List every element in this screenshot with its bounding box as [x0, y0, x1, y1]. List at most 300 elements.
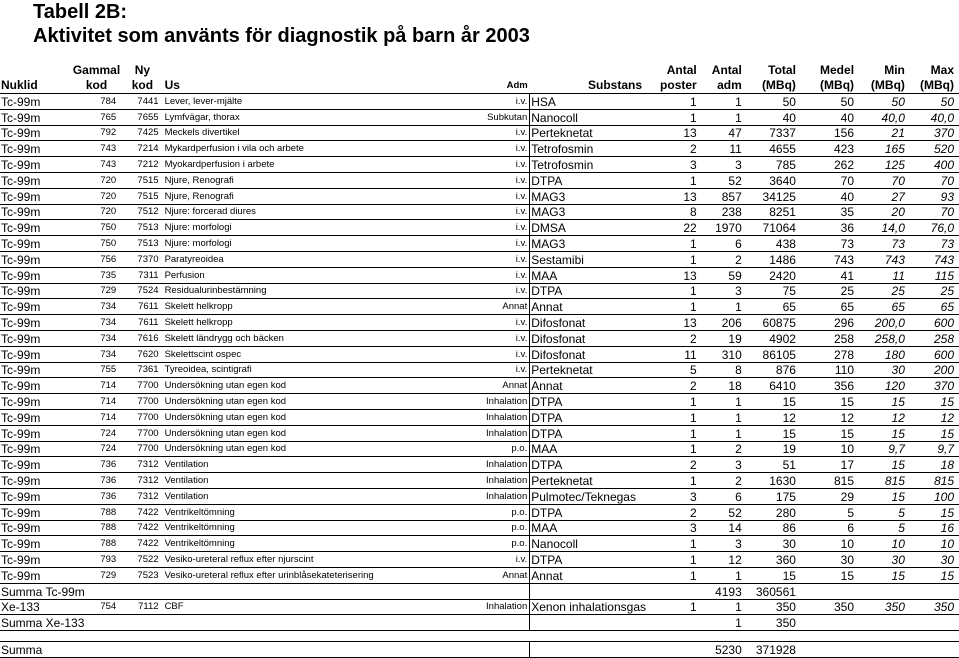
cell-min: 20 [859, 204, 910, 220]
cell-us: Skelett helkropp [164, 315, 485, 331]
cell-antal-adm: 12 [702, 552, 747, 568]
table-row [0, 157, 959, 173]
cell-ny-kod: 7311 [121, 267, 163, 283]
header-min: (MBq) [859, 78, 910, 94]
header-nuklid-1 [0, 63, 72, 78]
table-row [0, 251, 959, 267]
cell-substans: Xenon inhalationsgas [531, 600, 646, 615]
cell-antal-adm: 3 [702, 457, 747, 473]
cell-nuklid: Tc-99m [0, 125, 72, 141]
cell-medel: 30 [801, 552, 859, 568]
cell-total: 12 [747, 409, 801, 425]
cell-ny-kod: 7700 [121, 394, 163, 410]
cell-ny-kod: 7422 [121, 520, 163, 536]
cell-nuklid: Tc-99m [0, 504, 72, 520]
summary-label: Summa Xe-133 [0, 615, 530, 631]
page-title: Tabell 2B: [33, 1, 128, 23]
cell-ny-kod: 7522 [121, 552, 163, 568]
table-row [0, 330, 959, 346]
cell-max: 12 [910, 409, 959, 425]
cell-total: 4655 [747, 141, 801, 157]
header-antal-adm: adm [702, 78, 747, 94]
table-row [0, 141, 959, 157]
cell-max: 15 [910, 425, 959, 441]
cell-total: 15 [747, 394, 801, 410]
cell-max: 25 [910, 283, 959, 299]
cell-ny-kod: 7655 [121, 109, 163, 125]
cell-us: Ventrikeltömning [164, 536, 485, 552]
cell-antal-adm: 47 [702, 125, 747, 141]
cell-gammal-kod: 724 [72, 441, 121, 457]
cell-max: 65 [910, 299, 959, 315]
cell-gammal-kod: 788 [72, 536, 121, 552]
cell-substans: DTPA [530, 425, 647, 441]
summary-row-total [0, 642, 959, 658]
cell-antal-adm: 1 [702, 394, 747, 410]
cell-min: 350 [859, 599, 910, 615]
header-ny-1: Ny [134, 63, 151, 77]
cell-nuklid: Tc-99m [0, 141, 72, 157]
cell-us: Residualurinbestämning [164, 283, 485, 299]
cell-medel: 65 [801, 299, 859, 315]
cell-substans: Annat [530, 299, 647, 315]
table-row [0, 409, 959, 425]
cell-max: 200 [910, 362, 959, 378]
cell-antal-adm: 2 [702, 251, 747, 267]
cell-nuklid: Tc-99m [0, 283, 72, 299]
cell-max: 70 [910, 204, 959, 220]
cell-substans: MAA [530, 520, 647, 536]
cell-antal-adm: 3 [702, 536, 747, 552]
cell-antal-adm: 2 [702, 441, 747, 457]
cell-max: 100 [910, 488, 959, 504]
cell-medel: 356 [801, 378, 859, 394]
cell-adm: p.o. [485, 441, 530, 457]
cell-us: Skelett helkropp [164, 299, 485, 315]
cell-substans: DTPA [530, 457, 647, 473]
cell-nuklid: Tc-99m [0, 330, 72, 346]
cell-nuklid: Tc-99m [0, 536, 72, 552]
cell-ny-kod: 7361 [121, 362, 163, 378]
header-us-1 [164, 63, 485, 78]
cell-gammal-kod: 792 [72, 125, 121, 141]
cell-nuklid: Tc-99m [0, 552, 72, 568]
cell-max: 15 [910, 504, 959, 520]
cell-us: Skelett ländrygg och bäcken [164, 330, 485, 346]
header-max-1: Max [930, 63, 954, 77]
cell-total: 15 [747, 425, 801, 441]
cell-gammal-kod: 729 [72, 567, 121, 583]
cell-antal-adm: 1 [702, 425, 747, 441]
cell-antal-poster: 1 [647, 473, 702, 489]
cell-total: 75 [747, 283, 801, 299]
cell-max: 30 [910, 552, 959, 568]
cell-gammal-kod: 720 [72, 204, 121, 220]
cell-adm: Inhalation [485, 457, 530, 473]
cell-adm: i.v. [485, 157, 530, 173]
table-row [0, 299, 959, 315]
table-row [0, 441, 959, 457]
cell-medel: 10 [801, 536, 859, 552]
table-row [0, 520, 959, 536]
cell-medel: 29 [801, 488, 859, 504]
cell-antal-poster: 1 [647, 409, 702, 425]
cell-adm: i.v. [485, 125, 530, 141]
table-row [0, 473, 959, 489]
table-row [0, 346, 959, 362]
cell-min: 15 [859, 457, 910, 473]
cell-antal-adm: 206 [702, 315, 747, 331]
cell-medel: 41 [801, 267, 859, 283]
cell-nuklid: Tc-99m [0, 267, 72, 283]
cell-us: Undersökning utan egen kod [164, 394, 485, 410]
cell-adm: Annat [485, 567, 530, 583]
cell-antal-poster: 5 [647, 362, 702, 378]
cell-us: Skelettscint ospec [164, 346, 485, 362]
cell-adm: i.v. [485, 220, 530, 236]
cell-ny-kod: 7441 [121, 94, 163, 110]
cell-gammal-kod: 750 [72, 236, 121, 252]
table-row [0, 94, 959, 110]
cell-ny-kod: 7616 [121, 330, 163, 346]
table-row [0, 125, 959, 141]
cell-antal-adm: 1 [702, 109, 747, 125]
cell-antal-adm: 59 [702, 267, 747, 283]
cell-adm: i.v. [485, 346, 530, 362]
cell-max: 15 [910, 567, 959, 583]
cell-substans: Annat [530, 567, 647, 583]
cell-ny-kod: 7312 [121, 473, 163, 489]
cell-gammal-kod: 788 [72, 520, 121, 536]
cell-nuklid: Tc-99m [0, 204, 72, 220]
cell-substans: Pulmotec/Teknegas [530, 488, 647, 504]
cell-total: 60875 [747, 315, 801, 331]
cell-min: 21 [859, 125, 910, 141]
cell-medel: 50 [801, 94, 859, 110]
summary-empty [801, 615, 959, 631]
cell-total: 1630 [747, 473, 801, 489]
cell-nuklid: Tc-99m [0, 441, 72, 457]
header-antal-adm-1: Antal [711, 63, 742, 77]
cell-adm: p.o. [485, 520, 530, 536]
cell-ny-kod: 7700 [121, 425, 163, 441]
cell-nuklid: Tc-99m [0, 473, 72, 489]
cell-us: Ventilation [164, 457, 485, 473]
cell-nuklid: Tc-99m [0, 172, 72, 188]
cell-medel: 743 [801, 251, 859, 267]
table-row [0, 220, 959, 236]
cell-nuklid: Tc-99m [0, 362, 72, 378]
cell-total: 175 [747, 488, 801, 504]
cell-total: 6410 [747, 378, 801, 394]
cell-ny-kod: 7524 [121, 283, 163, 299]
header-max: (MBq) [910, 78, 959, 94]
header-gammal-kod: kod [72, 78, 121, 94]
cell-min: 11 [859, 267, 910, 283]
cell-total: 785 [747, 157, 801, 173]
cell-nuklid: Tc-99m [0, 109, 72, 125]
cell-total: 34125 [747, 188, 801, 204]
cell-max: 370 [910, 378, 959, 394]
cell-min: 165 [859, 141, 910, 157]
cell-medel: 350 [801, 599, 859, 615]
cell-antal-adm: 11 [702, 141, 747, 157]
cell-max: 76,0 [910, 220, 959, 236]
cell-ny-kod: 7512 [121, 204, 163, 220]
cell-gammal-kod: 755 [72, 362, 121, 378]
cell-max: 40,0 [910, 109, 959, 125]
cell-medel: 40 [801, 188, 859, 204]
cell-antal-adm: 310 [702, 346, 747, 362]
cell-gammal-kod: 743 [72, 157, 121, 173]
header-gammal-1: Gammal [72, 63, 121, 77]
summary-empty [530, 583, 702, 599]
cell-antal-adm: 3 [702, 157, 747, 173]
header-substans: Substans [530, 78, 647, 94]
cell-us: Undersökning utan egen kod [164, 378, 485, 394]
cell-min: 50 [859, 94, 910, 110]
cell-adm: i.v. [485, 552, 530, 568]
cell-min: 25 [859, 283, 910, 299]
cell-gammal-kod: 736 [72, 488, 121, 504]
table-row [0, 362, 959, 378]
summary-total: 371928 [747, 642, 801, 658]
cell-us: Njure, Renografi [164, 188, 485, 204]
cell-min: 15 [859, 488, 910, 504]
summary-row-tc99m [0, 583, 959, 599]
cell-medel: 15 [801, 394, 859, 410]
header-ny-kod: kod [121, 78, 163, 94]
table-row [0, 457, 959, 473]
cell-ny-kod: 7422 [121, 536, 163, 552]
cell-antal-adm: 1 [702, 599, 747, 615]
cell-us: Meckels divertikel [164, 125, 485, 141]
cell-ny-kod: 7370 [121, 251, 163, 267]
cell-max: 93 [910, 188, 959, 204]
table-row [0, 394, 959, 410]
cell-gammal-kod: 736 [72, 473, 121, 489]
cell-nuklid: Tc-99m [0, 425, 72, 441]
cell-nuklid: Tc-99m [0, 251, 72, 267]
cell-min: 5 [859, 504, 910, 520]
header-row-2 [0, 78, 959, 94]
cell-medel: 15 [801, 567, 859, 583]
header-medel-1: Medel [820, 63, 855, 77]
cell-adm: p.o. [485, 504, 530, 520]
cell-antal-adm: 238 [702, 204, 747, 220]
cell-substans: HSA [530, 94, 647, 110]
cell-antal-poster: 13 [647, 267, 702, 283]
table-row [0, 283, 959, 299]
cell-min: 125 [859, 157, 910, 173]
cell-antal-poster: 1 [647, 599, 702, 615]
cell-medel: 262 [801, 157, 859, 173]
cell-ny-kod: 7513 [121, 220, 163, 236]
cell-min: 65 [859, 299, 910, 315]
cell-adm: i.v. [485, 315, 530, 331]
table-row-xe133 [0, 599, 959, 615]
cell-nuklid: Tc-99m [0, 488, 72, 504]
cell-total: 50 [747, 94, 801, 110]
cell-medel: 25 [801, 283, 859, 299]
cell-medel: 15 [801, 425, 859, 441]
summary-empty [530, 615, 702, 631]
cell-substans: MAG3 [530, 204, 647, 220]
cell-max: 258 [910, 330, 959, 346]
cell-nuklid: Tc-99m [0, 567, 72, 583]
cell-antal-adm: 2 [702, 473, 747, 489]
cell-min: 15 [859, 425, 910, 441]
cell-max: 50 [910, 94, 959, 110]
cell-medel: 156 [801, 125, 859, 141]
table-row [0, 172, 959, 188]
cell-ny-kod: 7212 [121, 157, 163, 173]
cell-gammal-kod: 788 [72, 504, 121, 520]
cell-gammal-kod: 734 [72, 299, 121, 315]
cell-total: 4902 [747, 330, 801, 346]
cell-max: 350 [910, 599, 959, 615]
cell-min: 70 [859, 172, 910, 188]
cell-adm: Inhalation [485, 473, 530, 489]
activity-table [0, 63, 959, 658]
header-nuklid: Nuklid [0, 78, 72, 94]
cell-min: 10 [859, 536, 910, 552]
cell-antal-adm: 19 [702, 330, 747, 346]
cell-antal-adm: 18 [702, 378, 747, 394]
cell-gammal-kod: 735 [72, 267, 121, 283]
summary-antal-adm: 5230 [702, 642, 747, 658]
cell-max: 70 [910, 172, 959, 188]
summary-label: Summa Tc-99m [0, 583, 530, 599]
table-row [0, 504, 959, 520]
cell-adm: Annat [485, 299, 530, 315]
cell-us: Paratyreoidea [164, 251, 485, 267]
cell-nuklid: Tc-99m [0, 315, 72, 331]
cell-ny-kod: 7700 [121, 441, 163, 457]
cell-antal-adm: 1 [702, 299, 747, 315]
cell-medel: 70 [801, 172, 859, 188]
cell-nuklid: Tc-99m [0, 520, 72, 536]
cell-max: 815 [910, 473, 959, 489]
cell-antal-poster: 3 [647, 520, 702, 536]
cell-us: Njure, Renografi [164, 172, 485, 188]
page-subtitle: Aktivitet som använts för diagnostik på barn år 2003 [33, 25, 530, 47]
cell-substans: DMSA [530, 220, 647, 236]
cell-adm: Inhalation [485, 425, 530, 441]
summary-empty [530, 642, 702, 658]
summary-total: 350 [747, 615, 801, 631]
cell-substans: Difosfonat [530, 330, 647, 346]
cell-us: Ventrikeltömning [164, 504, 485, 520]
cell-max: 9,7 [910, 441, 959, 457]
table-row [0, 425, 959, 441]
cell-total: 280 [747, 504, 801, 520]
cell-medel: 110 [801, 362, 859, 378]
table-row [0, 552, 959, 568]
cell-antal-poster: 1 [647, 299, 702, 315]
cell-us: Undersökning utan egen kod [164, 441, 485, 457]
cell-antal-poster: 2 [647, 457, 702, 473]
cell-nuklid: Tc-99m [0, 394, 72, 410]
cell-us: Myokardperfusion i arbete [164, 157, 485, 173]
cell-substans: Nanocoll [530, 109, 647, 125]
cell-antal-poster: 1 [647, 236, 702, 252]
summary-empty [801, 583, 959, 599]
cell-antal-adm: 8 [702, 362, 747, 378]
cell-max: 600 [910, 346, 959, 362]
summary-antal-adm: 4193 [702, 583, 747, 599]
cell-gammal-kod: 754 [72, 599, 121, 615]
cell-total: 71064 [747, 220, 801, 236]
cell-antal-poster: 1 [647, 94, 702, 110]
cell-total: 350 [747, 599, 801, 615]
header-us: Us [164, 78, 485, 94]
cell-us: Ventrikeltömning [164, 520, 485, 536]
cell-max: 520 [910, 141, 959, 157]
header-antal-poster: poster [647, 78, 702, 94]
cell-adm: Annat [485, 378, 530, 394]
table-row [0, 567, 959, 583]
cell-gammal-kod: 714 [72, 409, 121, 425]
cell-adm: i.v. [485, 251, 530, 267]
cell-substans: Annat [530, 378, 647, 394]
cell-us: Njure: morfologi [164, 220, 485, 236]
cell-antal-poster: 1 [647, 109, 702, 125]
cell-ny-kod: 7422 [121, 504, 163, 520]
cell-us: Tyreoidea, scintigrafi [164, 362, 485, 378]
cell-total: 2420 [747, 267, 801, 283]
cell-antal-adm: 1 [702, 409, 747, 425]
cell-antal-adm: 1970 [702, 220, 747, 236]
cell-total: 30 [747, 536, 801, 552]
cell-gammal-kod: 756 [72, 251, 121, 267]
cell-gammal-kod: 734 [72, 330, 121, 346]
cell-adm: i.v. [485, 172, 530, 188]
header-total-1: Total [768, 63, 796, 77]
summary-empty [801, 642, 959, 658]
cell-nuklid: Xe-133 [0, 599, 72, 615]
cell-antal-adm: 6 [702, 236, 747, 252]
cell-us: Undersökning utan egen kod [164, 409, 485, 425]
cell-total: 876 [747, 362, 801, 378]
cell-medel: 36 [801, 220, 859, 236]
cell-medel: 278 [801, 346, 859, 362]
cell-antal-poster: 13 [647, 188, 702, 204]
summary-total: 360561 [747, 583, 801, 599]
cell-antal-poster: 2 [647, 330, 702, 346]
cell-min: 815 [859, 473, 910, 489]
cell-gammal-kod: 720 [72, 188, 121, 204]
cell-min: 5 [859, 520, 910, 536]
cell-us: Njure: forcerad diures [164, 204, 485, 220]
cell-total: 51 [747, 457, 801, 473]
cell-nuklid: Tc-99m [0, 457, 72, 473]
cell-adm: i.v. [485, 236, 530, 252]
cell-antal-poster: 13 [647, 125, 702, 141]
cell-gammal-kod: 750 [72, 220, 121, 236]
cell-antal-poster: 13 [647, 315, 702, 331]
cell-ny-kod: 7214 [121, 141, 163, 157]
summary-antal-adm: 1 [702, 615, 747, 631]
cell-total: 86105 [747, 346, 801, 362]
cell-antal-poster: 3 [647, 488, 702, 504]
cell-antal-poster: 1 [647, 394, 702, 410]
cell-adm: i.v. [485, 141, 530, 157]
cell-adm: p.o. [485, 536, 530, 552]
cell-adm: i.v. [485, 204, 530, 220]
cell-gammal-kod: 734 [72, 315, 121, 331]
cell-medel: 423 [801, 141, 859, 157]
